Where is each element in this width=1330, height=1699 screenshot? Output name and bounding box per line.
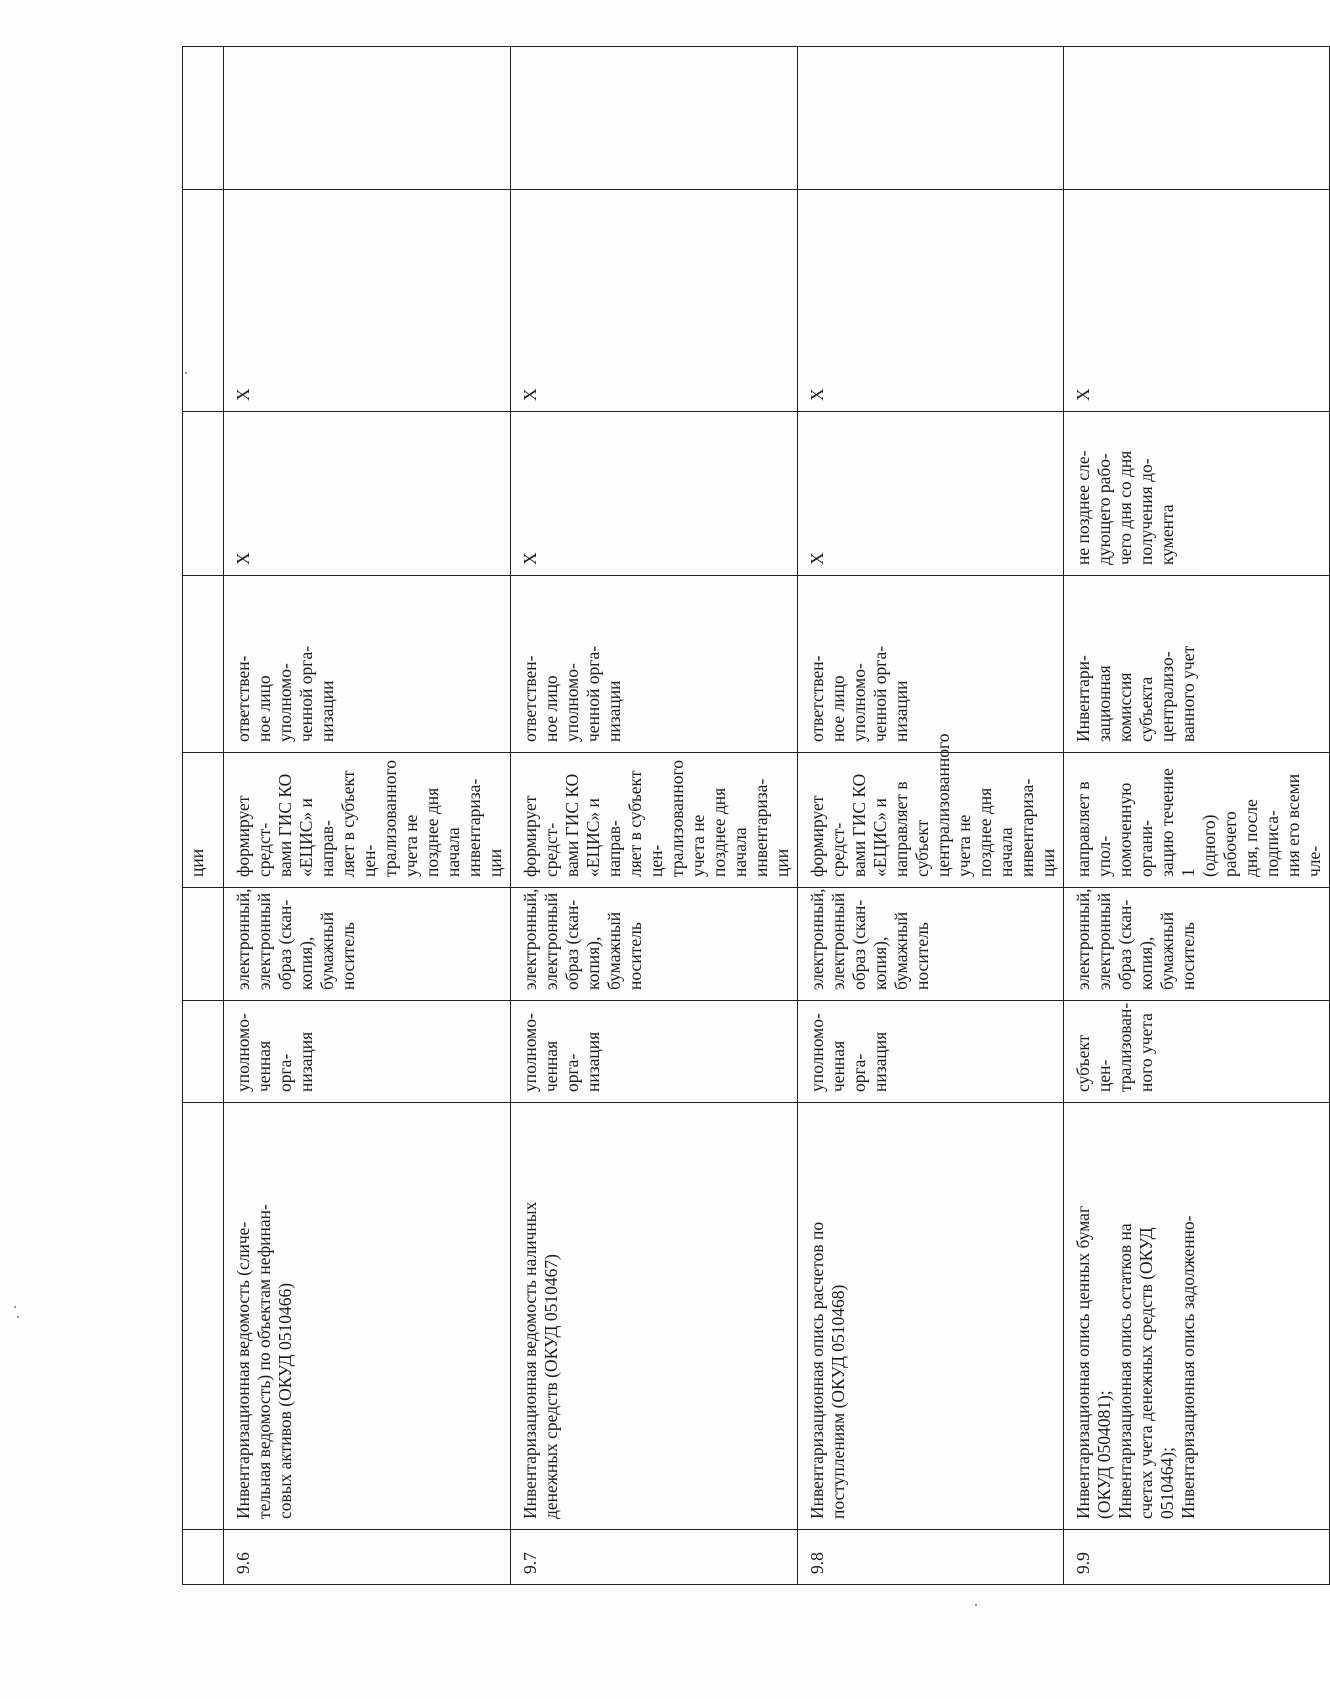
table-row xyxy=(511,47,798,1585)
row-number-cell: 9.6 xyxy=(224,1530,511,1585)
action-cell: формирует средст- вами ГИС КО «ЕЦИС» и направ- ляет в субъект цен- трализованного учета не позднее дня начала инвентариза- ции xyxy=(511,753,798,888)
table-header-continuation-row xyxy=(183,47,224,1585)
table-cell: X xyxy=(224,190,511,412)
deadline-cell: не позднее сле- дующего рабо- чего дня со дня получения до- кумента xyxy=(1064,412,1330,576)
responsible-cell: ответствен- ное лицо уполномо- ченной орга- низации xyxy=(798,576,1064,753)
table-row xyxy=(1064,47,1330,1585)
action-cell: формирует средст- вами ГИС КО «ЕЦИС» и направляет в субъект централизованного учета не позднее дня начала инвентариза- ции xyxy=(798,753,1064,888)
document-name-cell: Инвентаризационная ведомость (сличе- тельная ведомость) по объектам нефинан- совых активов (ОКУД 0510466) xyxy=(224,1103,511,1530)
table-cell xyxy=(183,576,224,753)
sender-cell: уполномо- ченная орга- низация xyxy=(511,1001,798,1103)
sender-cell: уполномо- ченная орга- низация xyxy=(798,1001,1064,1103)
table-cell: X xyxy=(1064,190,1330,412)
responsible-cell: ответствен- ное лицо уполномо- ченной орга- низации xyxy=(224,576,511,753)
table-cell xyxy=(183,1530,224,1585)
deadline-cell: X xyxy=(224,412,511,576)
document-name-cell: Инвентаризационная опись расчетов по поступлениям (ОКУД 0510468) xyxy=(798,1103,1064,1530)
table-cell xyxy=(183,888,224,1001)
deadline-cell: X xyxy=(511,412,798,576)
table-cell xyxy=(511,47,798,190)
form-cell: электронный, электронный образ (скан- копия), бумажный носитель xyxy=(1064,888,1330,1001)
table-cell xyxy=(183,190,224,412)
rotated-table-wrapper xyxy=(182,47,1324,1585)
action-cell: направляет в упол- номоченную органи- зацию течение 1 (одного) рабочего дня, после подписа- ния его всеми чле- xyxy=(1064,753,1330,888)
action-cell: формирует средст- вами ГИС КО «ЕЦИС» и направ- ляет в субъект цен- трализованного учета не позднее дня начала инвентариза- ции xyxy=(224,753,511,888)
table-cell xyxy=(183,412,224,576)
responsible-cell: Инвентари- зационная комиссия субъекта централизо- ванного учет xyxy=(1064,576,1330,753)
table-cell: X xyxy=(511,190,798,412)
table-row xyxy=(224,47,511,1585)
table-cell xyxy=(183,1001,224,1103)
row-number-cell: 9.8 xyxy=(798,1530,1064,1585)
form-cell: электронный, электронный образ (скан- копия), бумажный носитель xyxy=(224,888,511,1001)
responsible-cell: ответствен- ное лицо уполномо- ченной орга- низации xyxy=(511,576,798,753)
table-cell xyxy=(183,1103,224,1530)
document-table xyxy=(182,46,1330,1585)
table-cell xyxy=(183,47,224,190)
table-cell xyxy=(798,47,1064,190)
table-cell xyxy=(1064,47,1330,190)
table-cell: ции xyxy=(183,753,224,888)
table-row xyxy=(798,47,1064,1585)
scan-speck xyxy=(17,1316,19,1318)
sender-cell: субъект цен- трализован- ного учета xyxy=(1064,1001,1330,1103)
sender-cell: уполномо- ченная орга- низация xyxy=(224,1001,511,1103)
row-number-cell: 9.9 xyxy=(1064,1530,1330,1585)
deadline-cell: X xyxy=(798,412,1064,576)
document-name-cell: Инвентаризационная опись ценных бумаг (ОКУД 0504081); Инвентаризационная опись остатков на счетах учета денежных средств (ОКУД 0510464); Инвентаризационная опись задолженно- xyxy=(1064,1103,1330,1530)
table-cell xyxy=(224,47,511,190)
scan-speck xyxy=(975,1604,977,1606)
form-cell: электронный, электронный образ (скан- копия), бумажный носитель xyxy=(511,888,798,1001)
form-cell: электронный, электронный образ (скан- копия), бумажный носитель xyxy=(798,888,1064,1001)
table-cell: X xyxy=(798,190,1064,412)
scan-speck xyxy=(185,372,187,374)
scan-speck xyxy=(14,1306,16,1308)
row-number-cell: 9.7 xyxy=(511,1530,798,1585)
document-name-cell: Инвентаризационная ведомость наличных денежных средств (ОКУД 0510467) xyxy=(511,1103,798,1530)
